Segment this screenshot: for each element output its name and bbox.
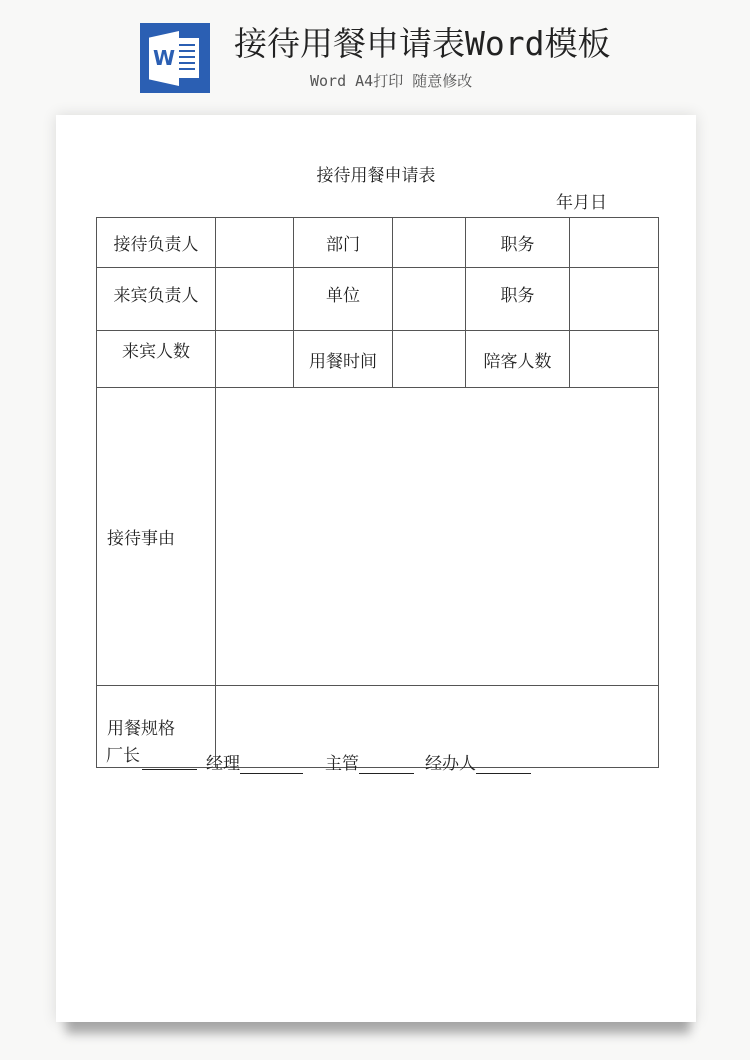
field-organization[interactable] — [393, 268, 466, 331]
field-guest-position[interactable] — [570, 268, 659, 331]
label-department: 部门 — [294, 218, 393, 268]
field-guest-count[interactable] — [216, 331, 294, 388]
label-meal-standard: 用餐规格 — [97, 686, 216, 768]
signature-line-factory-director[interactable] — [142, 749, 197, 770]
label-meal-time: 用餐时间 — [294, 331, 393, 388]
field-meal-time[interactable] — [393, 331, 466, 388]
signature-factory-director — [106, 741, 140, 766]
word-icon — [140, 23, 210, 93]
template-header — [0, 0, 750, 110]
template-subtitle: Word A4打印 随意修改 — [310, 72, 473, 90]
table-row — [97, 331, 659, 388]
label-position: 职务 — [466, 218, 570, 268]
field-guest-lead[interactable] — [216, 268, 294, 331]
table-row — [97, 218, 659, 268]
template-title: 接待用餐申请表Word模板 — [234, 24, 611, 63]
signature-label: 经办人 — [425, 754, 476, 774]
application-form-table — [96, 217, 659, 768]
signature-row — [106, 747, 666, 777]
word-letter: W — [152, 46, 176, 70]
field-department[interactable] — [393, 218, 466, 268]
signature-label: 经理 — [206, 754, 240, 774]
signature-supervisor — [325, 749, 414, 774]
signature-line-handler[interactable] — [476, 753, 531, 774]
signature-line-manager[interactable] — [240, 753, 303, 774]
label-guest-lead: 来宾负责人 — [97, 268, 216, 331]
signature-handler — [425, 749, 531, 774]
label-guest-count: 来宾人数 — [97, 331, 216, 388]
table-row — [97, 388, 659, 686]
table-row — [97, 268, 659, 331]
field-escort-count[interactable] — [570, 331, 659, 388]
document-title-text: 接待用餐申请表 — [316, 166, 436, 186]
label-reception-reason: 接待事由 — [97, 388, 216, 686]
label-organization: 单位 — [294, 268, 393, 331]
document-title — [56, 165, 696, 187]
field-position[interactable] — [570, 218, 659, 268]
label-reception-lead: 接待负责人 — [97, 218, 216, 268]
signature-line-supervisor[interactable] — [359, 753, 414, 774]
signature-label: 厂长 — [106, 746, 140, 766]
field-reception-reason[interactable] — [216, 388, 659, 686]
signature-manager — [206, 749, 303, 774]
field-reception-lead[interactable] — [216, 218, 294, 268]
date-label: 年月日 — [556, 193, 607, 213]
label-guest-position: 职务 — [466, 268, 570, 331]
document-page — [56, 115, 696, 1022]
label-escort-count: 陪客人数 — [466, 331, 570, 388]
signature-label: 主管 — [325, 754, 359, 774]
